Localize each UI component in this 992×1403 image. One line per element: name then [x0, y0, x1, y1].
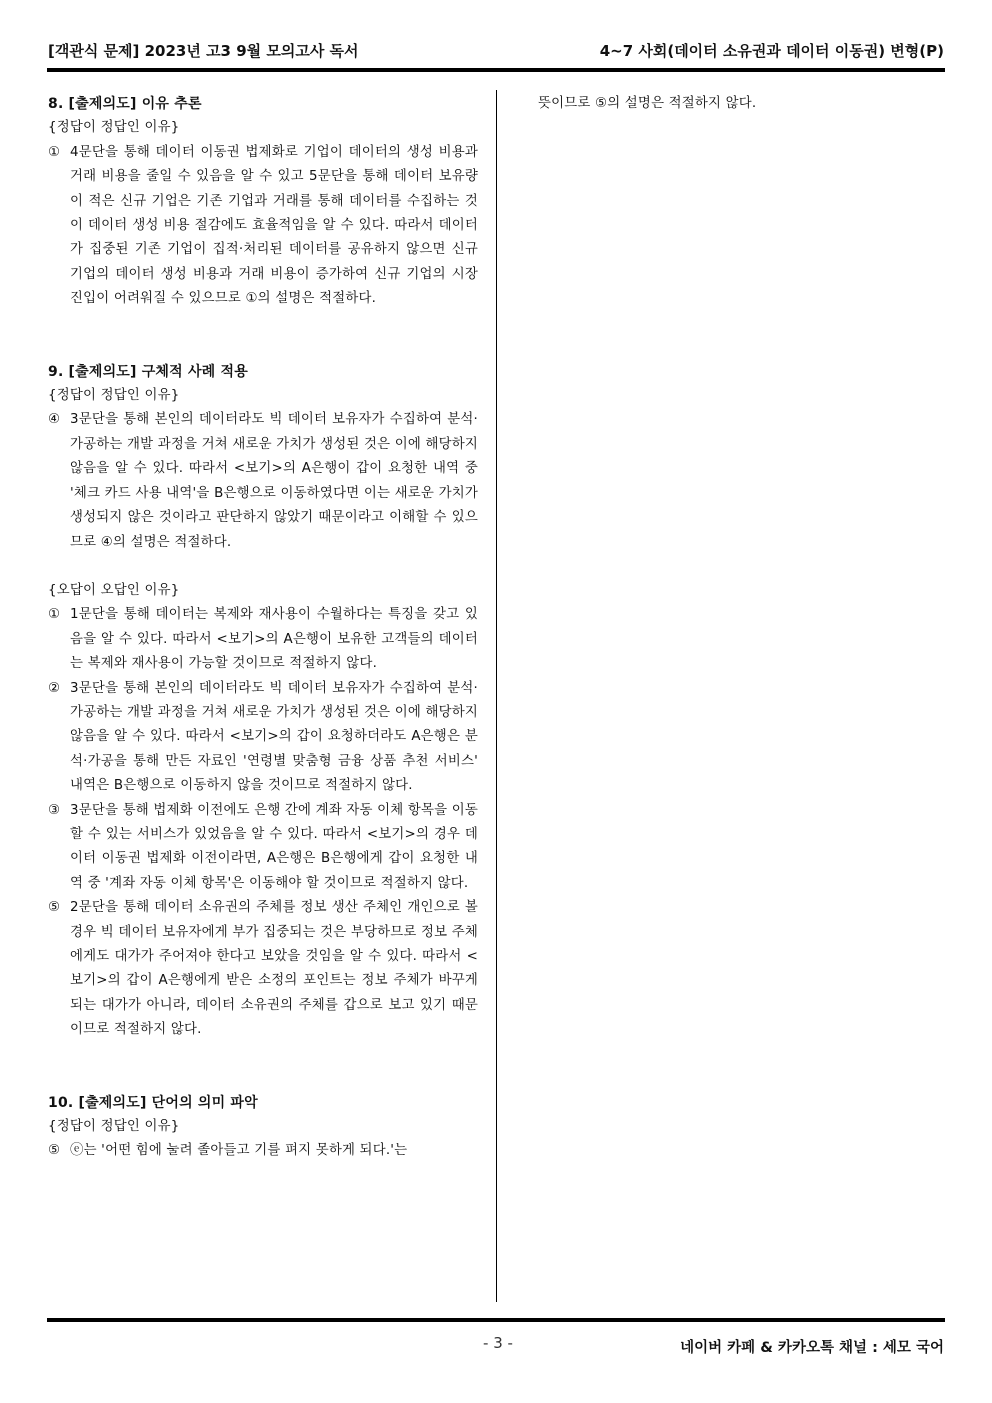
answer-item: [48, 799, 478, 897]
wrong-heading: {오답이 오답인 이유}: [48, 582, 180, 598]
answer-number: ⑤: [48, 900, 61, 916]
answer-item: [48, 677, 478, 799]
answer-text: ⓔ는 '어떤 힘에 눌려 졸아들고 기를 펴지 못하게 되다.'는: [70, 1143, 408, 1159]
header-right-title: 4~7 사회(데이터 소유권과 데이터 이동권) 변형(P): [599, 42, 944, 60]
answer-text: 1문단을 통해 데이터는 복제와 재사용이 수월하다는 특징을 갖고 있음을 알 수 있다. 따라서 <보기>의 A은행이 보유한 고객들의 데이터는 복제와 재사용이 가능할 것이므로 적절하지 않다.: [70, 607, 478, 672]
column-divider: [496, 90, 497, 1302]
answer-text: 3문단을 통해 본인의 데이터라도 빅 데이터 보유자가 수집하여 분석·가공하는 개발 과정을 거쳐 새로운 가치가 생성된 것은 이에 해당하지 않음을 알 수 있다. 따라서 <보기>의 A은행이 갑이 요청한 내역 중 '체크 카드 사용 내역'을 B은행으로 이동하였다면 이는 새로운 가치가 생성되지 않은 것이라고 판단하지 않았기 때문이라고 이해할 수 있으므로 ④의 설명은 적절하다.: [70, 412, 478, 550]
answer-number: ④: [48, 412, 61, 428]
answer-number: ③: [48, 802, 61, 818]
answer-item: [48, 1139, 478, 1163]
answer-text: 2문단을 통해 데이터 소유권의 주체를 정보 생산 주체인 개인으로 볼 경우 빅 데이터 보유자에게 부가 집중되는 것은 부당하므로 정보 주체에게도 대가가 주어져야 한다고 보았을 것임을 알 수 있다. 따라서 <보기>의 갑이 A은행에게 받은 소정의 포인트는 정보 주체가 바꾸게 되는 대가가 아니라, 데이터 소유권의 주체를 갑으로 보고 있기 때문이므로 적절하지 않다.: [70, 900, 478, 1038]
left-column: [48, 92, 478, 1164]
right-column: [516, 92, 946, 116]
correct-heading: {정답이 정답인 이유}: [48, 388, 180, 404]
answer-number: ①: [48, 144, 61, 160]
answer-text: 3문단을 통해 법제화 이전에도 은행 간에 계좌 자동 이체 항목을 이동할 수 있는 서비스가 있었음을 알 수 있다. 따라서 <보기>의 경우 데이터 이동권 법제화 이전이라면, A은행은 B은행에게 갑이 요청한 내역 중 '계좌 자동 이체 항목'은 이동해야 할 것이므로 적절하지 않다.: [70, 802, 478, 891]
correct-heading: {정답이 정답인 이유}: [48, 1119, 180, 1135]
answer-item: [48, 408, 478, 554]
answer-item: [48, 603, 478, 676]
header-rule: [47, 68, 945, 72]
question-title: 8. [출제의도] 이유 추론: [48, 96, 202, 112]
answer-item: [48, 141, 478, 312]
answer-number: ②: [48, 680, 61, 696]
question-10: [48, 1091, 478, 1164]
footer-channel: 네이버 카페 & 카카오톡 채널 : 세모 국어: [680, 1340, 944, 1356]
correct-heading: {정답이 정답인 이유}: [48, 120, 180, 136]
header-left-title: [객관식 문제] 2023년 고3 9월 모의고사 독서: [48, 42, 359, 60]
question-9: [48, 360, 478, 1043]
question-8: [48, 92, 478, 312]
answer-number: ⑤: [48, 1143, 61, 1159]
question-title: 9. [출제의도] 구체적 사례 적용: [48, 363, 248, 380]
continuation-text: 뜻이므로 ⑤의 설명은 적절하지 않다.: [538, 96, 757, 111]
answer-text: 3문단을 통해 본인의 데이터라도 빅 데이터 보유자가 수집하여 분석·가공하는 개발 과정을 거쳐 새로운 가치가 생성된 것은 이에 해당하지 않음을 알 수 있다. 따라서 <보기>의 갑이 요청하더라도 A은행은 분석·가공을 통해 만든 자료인 '연령별 맞춤형 금융 상품 추천 서비스' 내역은 B은행으로 이동하지 않을 것이므로 적절하지 않다.: [70, 680, 479, 794]
page-number: - 3 -: [483, 1334, 513, 1352]
answer-item: [48, 896, 478, 1042]
answer-number: ①: [48, 607, 61, 623]
footer-rule: [47, 1318, 945, 1322]
answer-text: 4문단을 통해 데이터 이동권 법제화로 기업이 데이터의 생성 비용과 거래 비용을 줄일 수 있음을 알 수 있고 5문단을 통해 데이터 보유량이 적은 신규 기업은 기존 기업과 거래를 통해 데이터를 수집하는 것이 데이터 생성 비용 절감에도 효율적임을 알 수 있다. 따라서 데이터가 집중된 기존 기업이 집적·처리된 데이터를 공유하지 않으면 신규 기업의 데이터 생성 비용과 거래 비용이 증가하여 신규 기업의 시장 진입이 어려워질 수 있으므로 ①의 설명은 적절하다.: [70, 144, 478, 307]
question-title: 10. [출제의도] 단어의 의미 파악: [48, 1094, 258, 1111]
